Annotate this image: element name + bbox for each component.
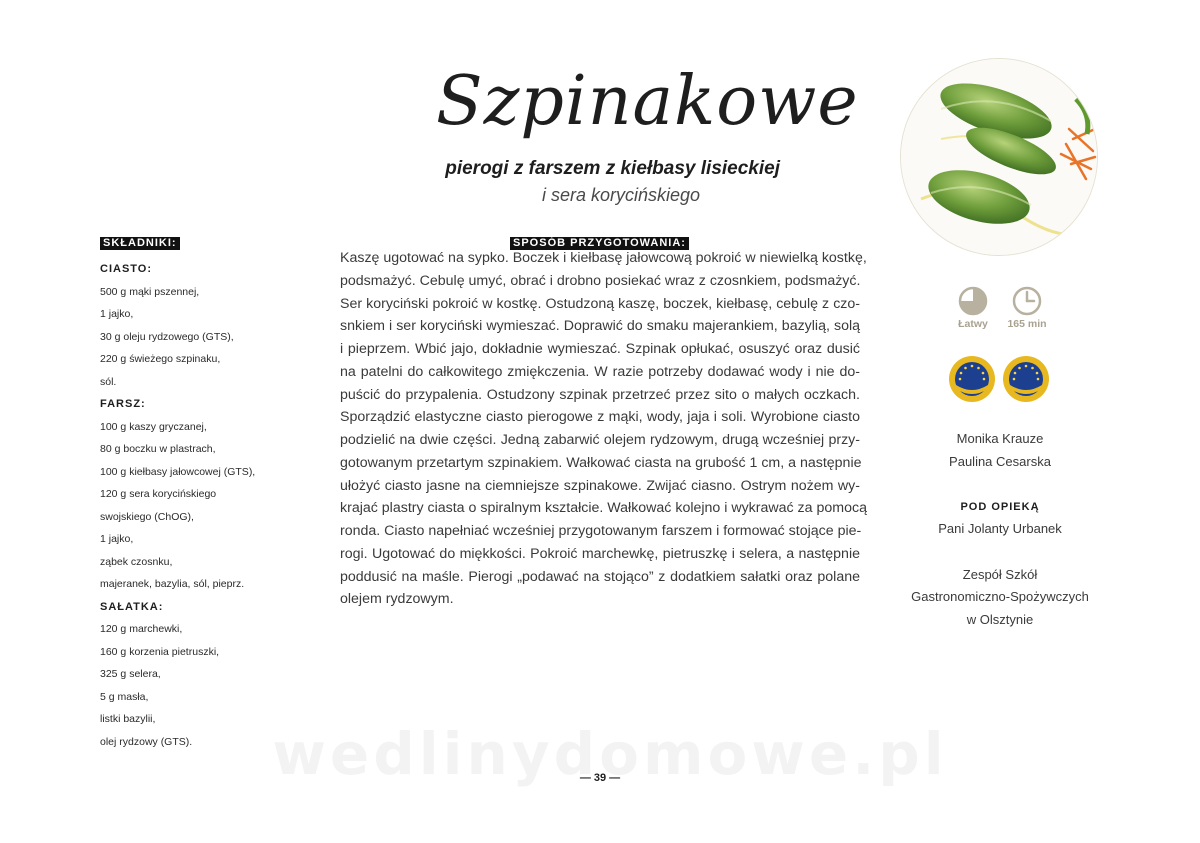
method-line: Ser koryciński pokroić w kostkę. Ostudzoną kaszę, boczek, kiełbasę, cebulę z czo- bbox=[340, 295, 860, 312]
care-name: Pani Jolanty Urbanek bbox=[938, 521, 1062, 537]
eu-quality-seal-icon bbox=[948, 355, 996, 403]
ingredient-item: 1 jajko, bbox=[100, 308, 134, 320]
ingredient-item: listki bazylii, bbox=[100, 713, 156, 725]
method-line: Sporządzić elastyczne ciasto pierogowe z mąki, wody, jaja i soli. Wyrobione ciasto bbox=[340, 409, 860, 426]
author-name: Paulina Cesarska bbox=[949, 453, 1051, 469]
page-number: — 39 — bbox=[579, 772, 621, 784]
ingredient-item: 5 g masła, bbox=[100, 690, 149, 703]
method-line: puścić do przypalenia. Ostudzony szpinak przetrzeć przez sito o małych oczkach. bbox=[340, 386, 860, 403]
method-line: olejem rydzowym. bbox=[340, 591, 454, 608]
method-line: na patelni do całkowitego zmiękczenia. W razie potrzeby dodawać wody i nie do- bbox=[340, 363, 860, 380]
method-line: poddusić na maśle. Pierogi „podawać na stojąco” z dodatkiem sałatki oraz polane bbox=[340, 568, 860, 585]
dish-photo bbox=[900, 58, 1098, 256]
difficulty-icon bbox=[958, 286, 988, 316]
ingredient-item: majeranek, bazylia, sól, pieprz. bbox=[100, 578, 245, 590]
method-text bbox=[340, 247, 867, 611]
ingredient-item: 80 g boczku w plastrach, bbox=[100, 443, 216, 455]
ingredient-group-title: SAŁATKA: bbox=[100, 600, 164, 613]
ingredient-group-title: FARSZ: bbox=[100, 398, 146, 410]
method-line: ronda. Ciasto napełniać wcześniej przygotowanym farszem i formować stojące pie- bbox=[340, 523, 862, 539]
method-header: SPOSÓB PRZYGOTOWANIA: bbox=[510, 237, 689, 250]
difficulty-label: Łatwy bbox=[958, 318, 988, 330]
ingredient-item: 120 g marchewki, bbox=[100, 623, 183, 635]
recipe-subtitle-secondary: i sera korycińskiego bbox=[541, 185, 700, 205]
ingredient-item: 1 jajko, bbox=[100, 533, 134, 545]
method-line: i pieprzem. Wbić jajo, dokładnie wymieszać. Szpinak opłukać, osuszyć oraz dusić bbox=[340, 341, 860, 357]
ingredient-item: 100 g kiełbasy jałowcowej (GTS), bbox=[100, 465, 256, 478]
ingredient-item: olej rydzowy (GTS). bbox=[100, 735, 193, 748]
school-name: Zespół Szkół bbox=[962, 566, 1038, 582]
ingredient-group-title: CIASTO: bbox=[100, 263, 153, 275]
method-line: Kaszę ugotować na sypko. Boczek i kiełbasę jałowcową pokroić w niewielką kostkę, bbox=[340, 250, 867, 266]
ingredient-item: 100 g kaszy gryczanej, bbox=[100, 420, 207, 433]
ingredient-item: 325 g selera, bbox=[100, 668, 161, 680]
ingredient-item: ząbek czosnku, bbox=[100, 555, 173, 568]
ingredient-item: sól. bbox=[100, 375, 117, 388]
method-line: rogi. Ugotować do miękkości. Pokroić marchewkę, pietruszkę i selera, a następnie bbox=[340, 545, 860, 562]
ingredient-item: 220 g świeżego szpinaku, bbox=[100, 353, 221, 365]
ingredient-item: swojskiego (ChOG), bbox=[100, 510, 194, 523]
method-line: krajać plastry ciasta o spiralnym kształcie. Wałkować kolejno i wykrawać za pomocą bbox=[340, 500, 867, 517]
method-line: gotowanym przetartym szpinakiem. Wałkować ciasta na grubość 1 cm, a następnie bbox=[340, 454, 862, 471]
ingredients-section bbox=[100, 233, 300, 753]
eu-quality-seal-icon bbox=[1002, 355, 1050, 403]
care-label: POD OPIEKĄ bbox=[960, 500, 1040, 513]
ingredient-item: 30 g oleju rydzowego (GTS), bbox=[100, 330, 234, 343]
ingredient-item: 500 g mąki pszennej, bbox=[100, 285, 200, 298]
school-name: Gastronomiczno-Spożywczych bbox=[911, 589, 1089, 605]
school-name: w Olsztynie bbox=[966, 611, 1034, 627]
ingredient-item: 160 g korzenia pietruszki, bbox=[100, 645, 220, 658]
clock-icon bbox=[1012, 286, 1042, 316]
ingredient-item: 120 g sera korycińskiego bbox=[100, 488, 217, 500]
method-line: podzielić na dwie części. Jedną zabarwić olejem rydzowym, drugą wcześniej przy- bbox=[340, 432, 860, 448]
ingredients-header: SKŁADNIKI: bbox=[100, 237, 180, 250]
recipe-subtitle: pierogi z farszem z kiełbasy lisieckiej bbox=[445, 158, 780, 179]
method-line: podsmażyć. Cebulę umyć, obrać i drobno posiekać wraz z czosnkiem, podsmażyć. bbox=[340, 272, 861, 289]
author-name: Monika Krauze bbox=[956, 431, 1044, 446]
credits bbox=[900, 428, 1100, 631]
method-line: snkiem i ser koryciński wymieszać. Doprawić do smaku majerankiem, bazylią, solą bbox=[340, 318, 860, 335]
time-label: 165 min bbox=[1007, 318, 1047, 330]
recipe-title: Szpinakowe bbox=[436, 62, 859, 141]
method-line: ułożyć ciasto jasne na ciemniejsze szpinakowe. Zwijać ciasno. Ostrym nożem wy- bbox=[340, 477, 860, 494]
